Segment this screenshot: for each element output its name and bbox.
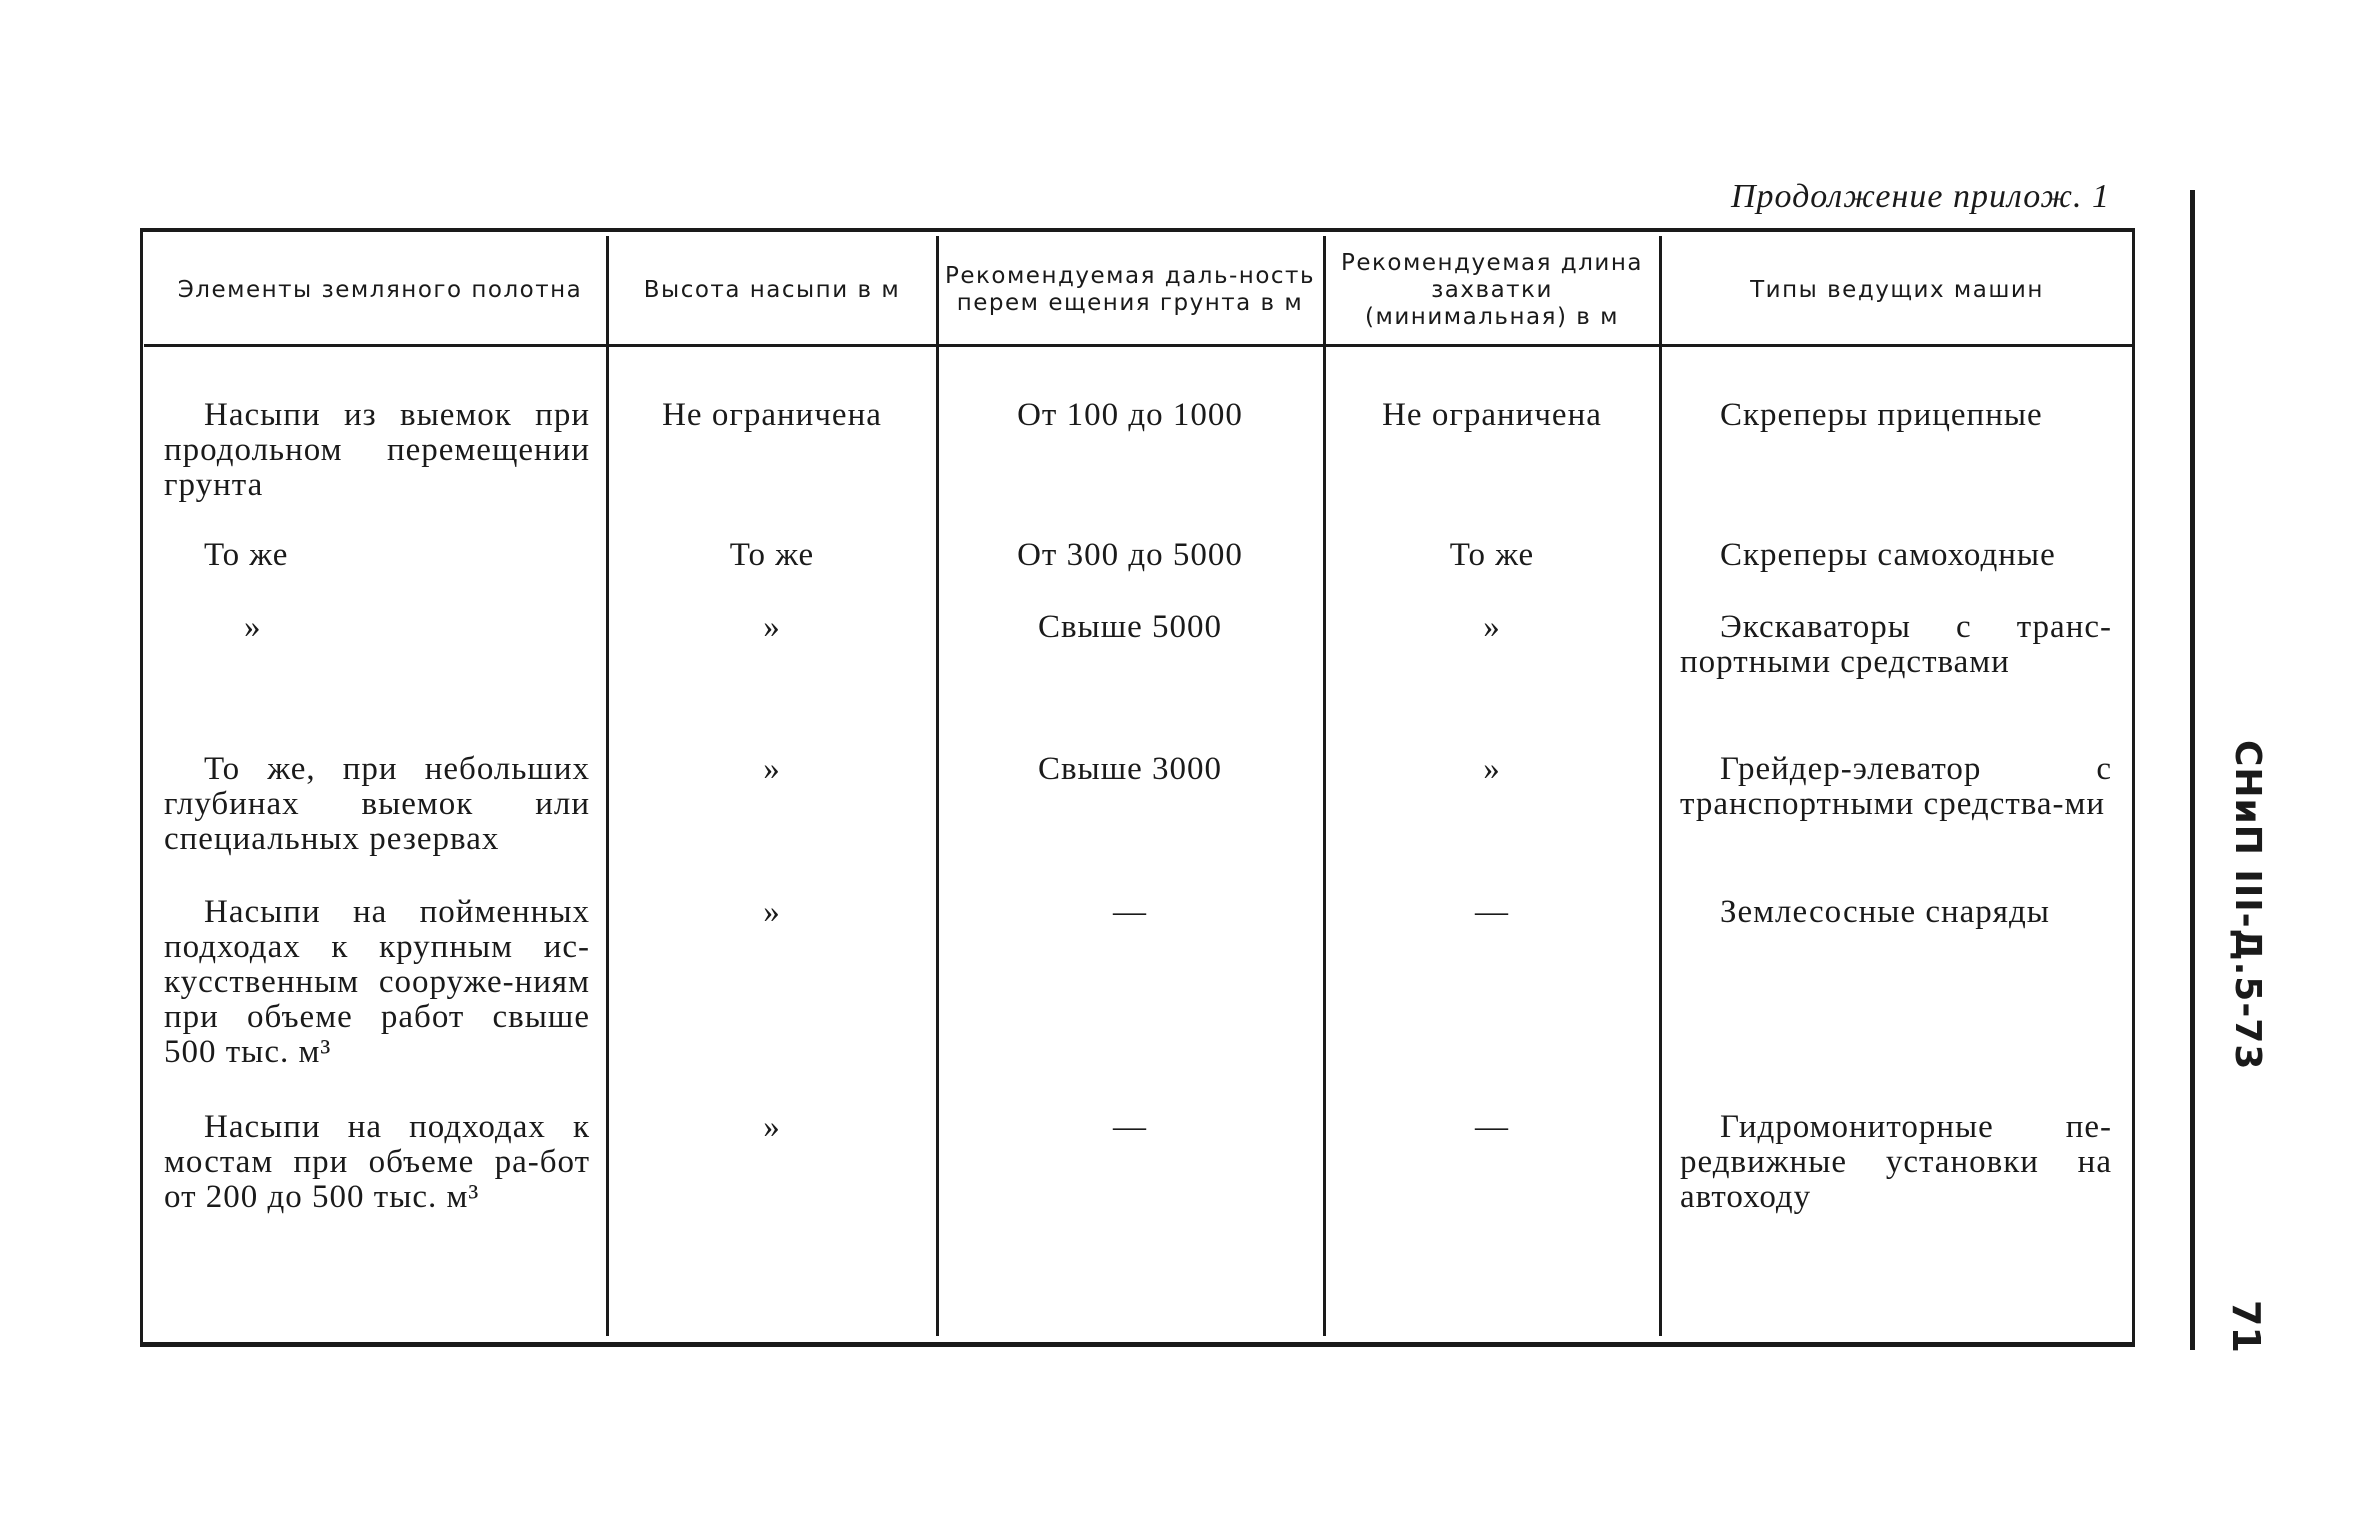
machines-cell: Скреперы прицепные xyxy=(1720,397,2043,433)
table-header-rule xyxy=(144,344,2132,347)
machines-cell: Скреперы самоходные xyxy=(1720,537,2056,573)
continuation-caption: Продолжение прилож. 1 xyxy=(1730,178,2110,215)
element-cell: То же xyxy=(204,537,289,573)
machines-table xyxy=(140,228,2135,1348)
table-left-rule xyxy=(140,228,143,1347)
height-cell: » xyxy=(763,894,781,930)
distance-cell: Свыше 3000 xyxy=(1037,751,1223,787)
column-header-length: Рекомендуемая длина захватки (минимальная) в м xyxy=(1341,249,1643,330)
length-cell: То же xyxy=(1449,537,1535,573)
length-cell: Не ограничена xyxy=(1382,397,1602,433)
length-cell: — xyxy=(1475,1109,1509,1145)
height-cell: Не ограничена xyxy=(662,397,882,433)
height-cell: » xyxy=(763,609,781,645)
length-cell: » xyxy=(1483,609,1501,645)
column-divider xyxy=(1323,236,1326,1336)
machines-cell: Гидромониторные пе-редвижные установки на автоходу xyxy=(1680,1109,2112,1215)
column-header-machines: Типы ведущих машин xyxy=(1750,276,2044,303)
element-cell: То же, при небольших глубинах выемок или специальных резервах xyxy=(164,751,590,857)
column-divider xyxy=(606,236,609,1336)
distance-cell: — xyxy=(1113,894,1147,930)
document-code: СНиП III-Д.5-73 xyxy=(2227,740,2268,1071)
column-divider xyxy=(1659,236,1662,1336)
length-cell: — xyxy=(1475,894,1509,930)
element-cell: Насыпи из выемок при продольном перемещении грунта xyxy=(164,397,590,503)
machines-cell: Экскаваторы с транс-портными средствами xyxy=(1680,609,2112,680)
distance-cell: От 100 до 1000 xyxy=(1017,397,1243,433)
element-cell: Насыпи на пойменных подходах к крупным ис-кусственным сооруже-ниям при объеме работ свыше 500 тыс. м³ xyxy=(164,894,590,1070)
length-cell: » xyxy=(1483,751,1501,787)
distance-cell: Свыше 5000 xyxy=(1037,609,1223,645)
column-header-element: Элементы земляного полотна xyxy=(177,276,583,303)
height-cell: » xyxy=(763,751,781,787)
height-cell: То же xyxy=(729,537,815,573)
page-number: 71 xyxy=(2224,1300,2268,1353)
machines-cell: Землесосные снаряды xyxy=(1720,894,2050,930)
margin-rule xyxy=(2190,190,2195,1350)
machines-cell: Грейдер-элеватор с транспортными средства-ми xyxy=(1680,751,2112,822)
element-cell: » xyxy=(244,609,262,645)
distance-cell: От 300 до 5000 xyxy=(1017,537,1243,573)
height-cell: » xyxy=(763,1109,781,1145)
column-divider xyxy=(936,236,939,1336)
column-header-height: Высота насыпи в м xyxy=(643,276,901,303)
table-bottom-rule xyxy=(140,1342,2135,1347)
distance-cell: — xyxy=(1113,1109,1147,1145)
table-right-rule xyxy=(2132,228,2135,1347)
table-top-rule xyxy=(140,228,2135,232)
column-header-distance: Рекомендуемая даль-ность перем ещения грунта в м xyxy=(944,263,1316,316)
element-cell: Насыпи на подходах к мостам при объеме ра-бот от 200 до 500 тыс. м³ xyxy=(164,1109,590,1215)
